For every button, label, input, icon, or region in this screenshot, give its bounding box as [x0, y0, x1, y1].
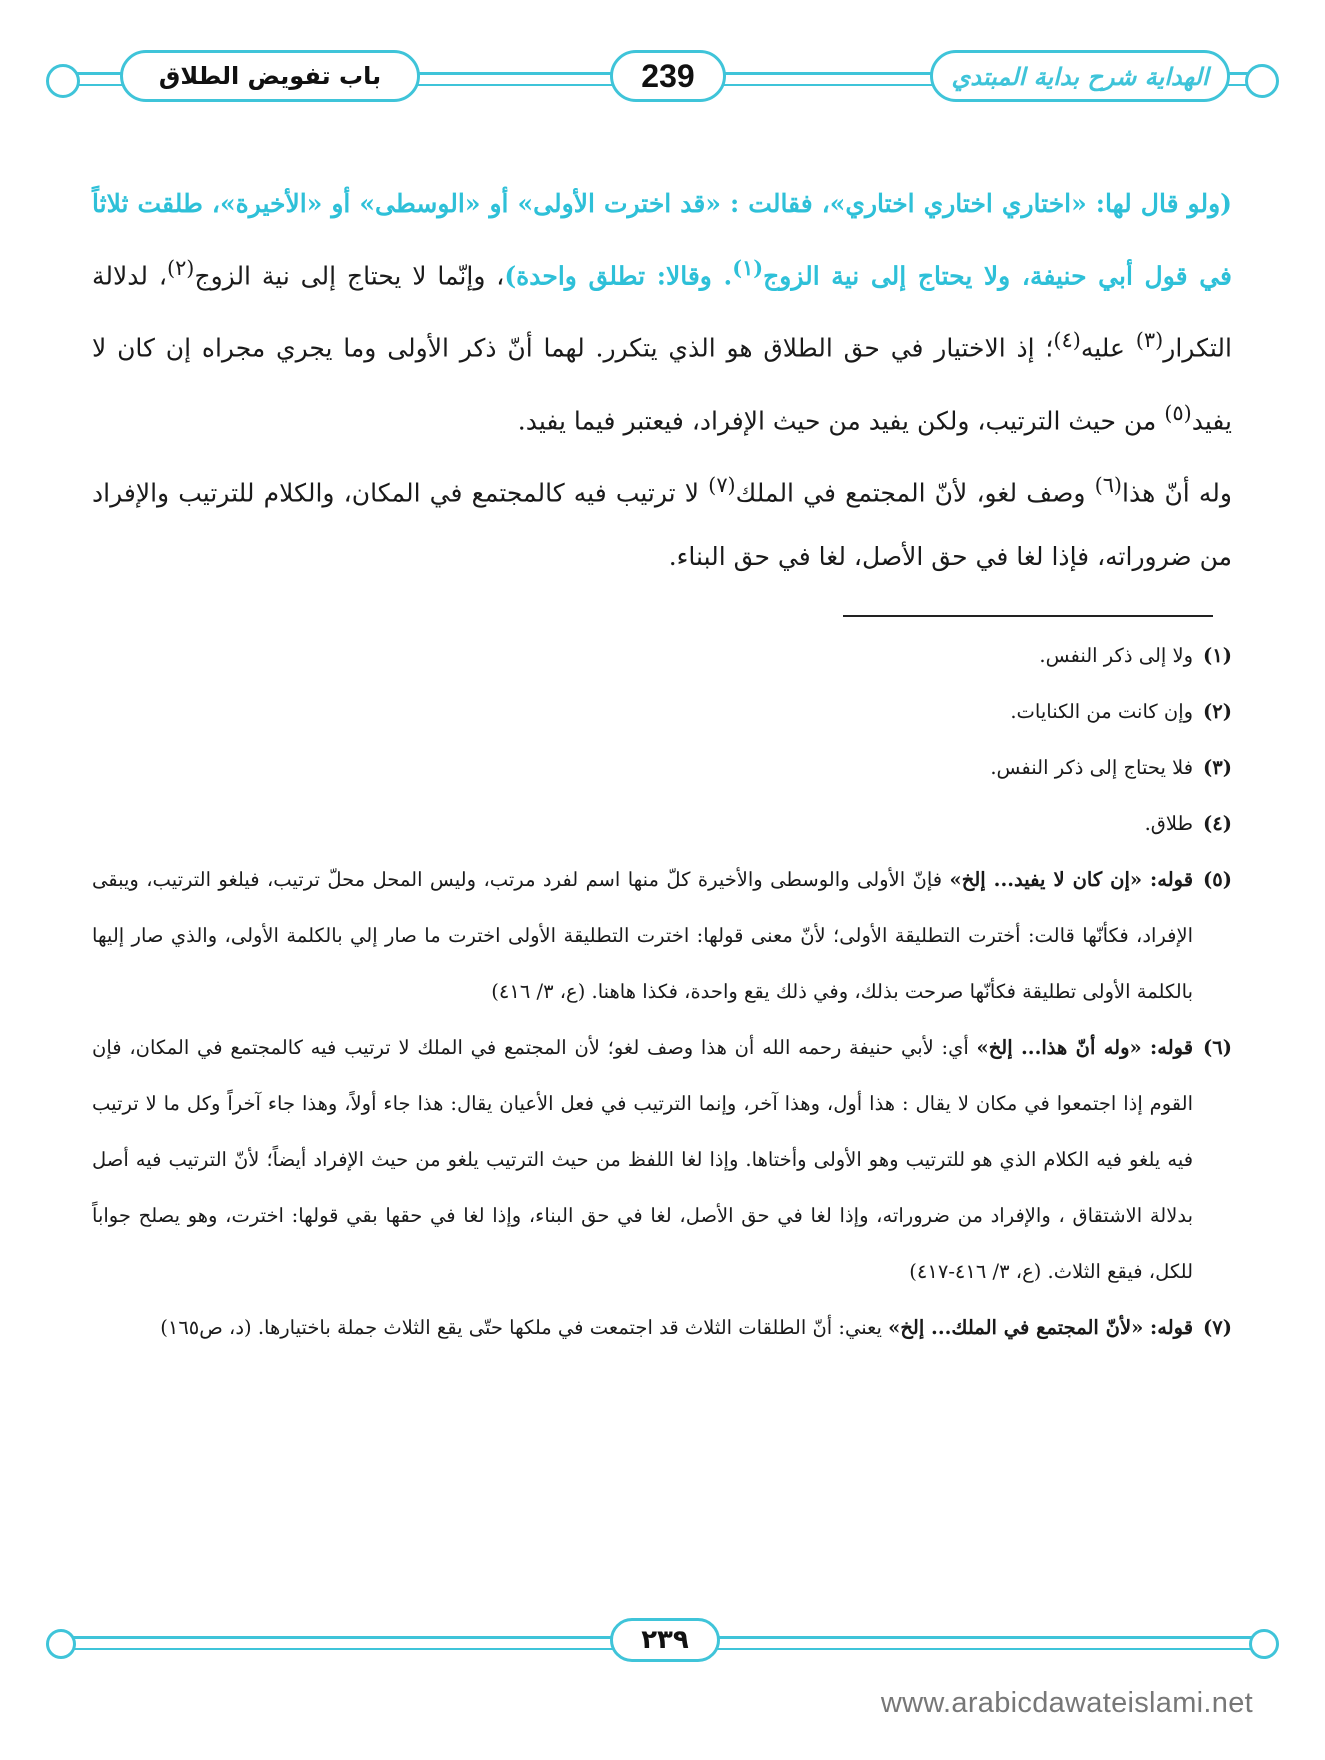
commentary-text: ؛ إذ الاختيار في حق الطلاق هو الذي يتكرر. لهما أنّ ذكر الأولى وما يجري مجراه إن كان لا يفيد: [92, 333, 1232, 435]
footer-ornament-right: [1249, 1629, 1279, 1659]
commentary-text: وصف لغو، لأنّ المجتمع في الملك: [735, 478, 1095, 508]
footnote-text: [92, 852, 1193, 1020]
footnote-ref-4[interactable]: (٤): [1053, 328, 1081, 353]
footnote-number: (٤): [1203, 812, 1232, 835]
footnote-7: [92, 1300, 1232, 1356]
page-number: 239: [610, 50, 726, 102]
footnote-body: طلاق.: [1144, 812, 1194, 835]
footnote-number: (٥): [1203, 868, 1232, 891]
footnote-number: (١): [1203, 644, 1232, 667]
page-header: [50, 44, 1275, 114]
footnote-ref-2[interactable]: (٢): [166, 256, 195, 280]
footnote-lead: قوله: «لأنّ المجتمع في الملك... إلخ»: [888, 1316, 1194, 1339]
footer-page-number: ٢٣٩: [610, 1618, 720, 1662]
commentary-text: ، لدلالة التكرار: [92, 261, 1232, 363]
footnote-number: (٣): [1203, 756, 1232, 779]
paragraph-1: [92, 172, 1232, 453]
footnote-1: [92, 628, 1232, 684]
footnote-ref-5[interactable]: (٥): [1164, 400, 1192, 425]
chapter-title: باب تفويض الطلاق: [120, 50, 420, 102]
footnote-ref-7[interactable]: (٧): [708, 472, 736, 497]
footnote-body: فإنّ الأولى والوسطى والأخيرة كلّ منها اسم لفرد مرتب، وليس المحل محلّ ترتيب، فيلغو الترتيب، ويبقى الإفراد، فكأنّها قالت: أخترت التطليقة الأولى؛ لأنّ معنى قولها: اخترت التطليقة الأولى اخترت ما صار إلي بالكلمة الأولى، والذي صار إليها بالكلمة الأولى تطليقة فكأنّها صرحت بذلك، وفي ذلك يقع واحدة، فكذا هاهنا. (ع، ٣/ ٤١٦): [92, 868, 1194, 1003]
footnote-2: [92, 684, 1232, 740]
footnote-number: (٢): [1203, 700, 1232, 723]
commentary-text: من حيث الترتيب، ولكن يفيد من حيث الإفراد، فيعتبر فيما يفيد.: [517, 405, 1165, 435]
footnote-3: [92, 740, 1232, 796]
footer-ornament-left: [46, 1629, 76, 1659]
footnote-body: أي: لأبي حنيفة رحمه الله أن هذا وصف لغو؛ لأن المجتمع في الملك لا ترتيب فيه كالمجتمع في المكان، فإن القوم إذا اجتمعوا في مكان لا يقال : هذا أول، وهذا آخر، وإنما الترتيب في فعل الأعيان يقال: هذا جاء أولاً، وهذا جاء آخراً وكل ما لا ترتيب فيه يلغو فيه الكلام الذي هو للترتيب وهو الأولى وأختاها. وإذا لغا اللفظ من حيث الترتيب يلغو من حيث الإفراد أيضاً؛ لأنّ الترتيب فيه أصل بدلالة الاشتقاق ، والإفراد من ضروراته، وإذا لغا في حق الأصل، لغا في حق البناء، وإذا لغا في حقها بقي قولها: اخترت، وهو يصلح جواباً للكل، فيقع الثلاث. (ع، ٣/ ٤١٦-٤١٧): [92, 1036, 1194, 1283]
footnote-ref-3[interactable]: (٣): [1135, 328, 1164, 353]
page-footer: [50, 1616, 1275, 1672]
header-ornament-left: [46, 64, 80, 98]
footnote-lead: قوله: «إن كان لا يفيد... إلخ»: [949, 868, 1194, 891]
footnote-text: [92, 740, 1193, 796]
footnotes: [92, 628, 1232, 1356]
commentary-text: عليه: [1080, 333, 1136, 363]
footnote-lead: قوله: «وله أنّ هذا... إلخ»: [976, 1036, 1194, 1059]
footnote-body: يعني: أنّ الطلقات الثلاث قد اجتمعت في ملكها حتّى يقع الثلاث جملة باختيارها. (د، ص١٦٥): [160, 1316, 889, 1339]
book-title: الهداية شرح بداية المبتدي: [930, 50, 1230, 102]
footnote-text: [92, 1300, 1193, 1356]
commentary-text: وله أنّ هذا: [1122, 478, 1232, 508]
website-url[interactable]: www.arabicdawateislami.net: [880, 1687, 1253, 1719]
footnote-ref-1[interactable]: (١): [732, 255, 764, 280]
footnote-5: [92, 852, 1232, 1020]
commentary-text: لا ترتيب فيه كالمجتمع في المكان، والكلام للترتيب والإفراد من ضروراته، فإذا لغا في حق الأصل، لغا في حق البناء.: [92, 478, 1232, 572]
paragraph-2: [92, 453, 1232, 589]
footnote-number: (٧): [1203, 1316, 1232, 1339]
commentary-text: ، وإنّما لا يحتاج إلى نية الزوج: [194, 261, 505, 291]
footnote-text: [92, 628, 1193, 684]
footnote-divider: [843, 615, 1213, 617]
footnote-6: [92, 1020, 1232, 1300]
footnote-text: [92, 684, 1193, 740]
matn-text: (ولو قال لها: «اختاري اختاري اختاري»، فقالت : «قد اخترت الأولى» أو «الوسطى» أو «الأخيرة»، طلقت ثلاثاً في قول أبي حنيفة، ولا يحتاج إلى نية الزوج: [92, 189, 1232, 291]
matn-text: . وقالا: تطلق واحدة): [504, 261, 733, 291]
footnote-body: ولا إلى ذكر النفس.: [1039, 644, 1194, 667]
footnote-body: وإن كانت من الكنايات.: [1010, 700, 1194, 723]
main-text: [92, 172, 1232, 589]
footnote-4: [92, 796, 1232, 852]
footnote-body: فلا يحتاج إلى ذكر النفس.: [990, 756, 1194, 779]
footnote-ref-6[interactable]: (٦): [1094, 472, 1123, 497]
footnote-text: [92, 1020, 1193, 1300]
footnote-text: [92, 796, 1193, 852]
header-ornament-right: [1245, 64, 1279, 98]
footnote-number: (٦): [1203, 1036, 1232, 1059]
